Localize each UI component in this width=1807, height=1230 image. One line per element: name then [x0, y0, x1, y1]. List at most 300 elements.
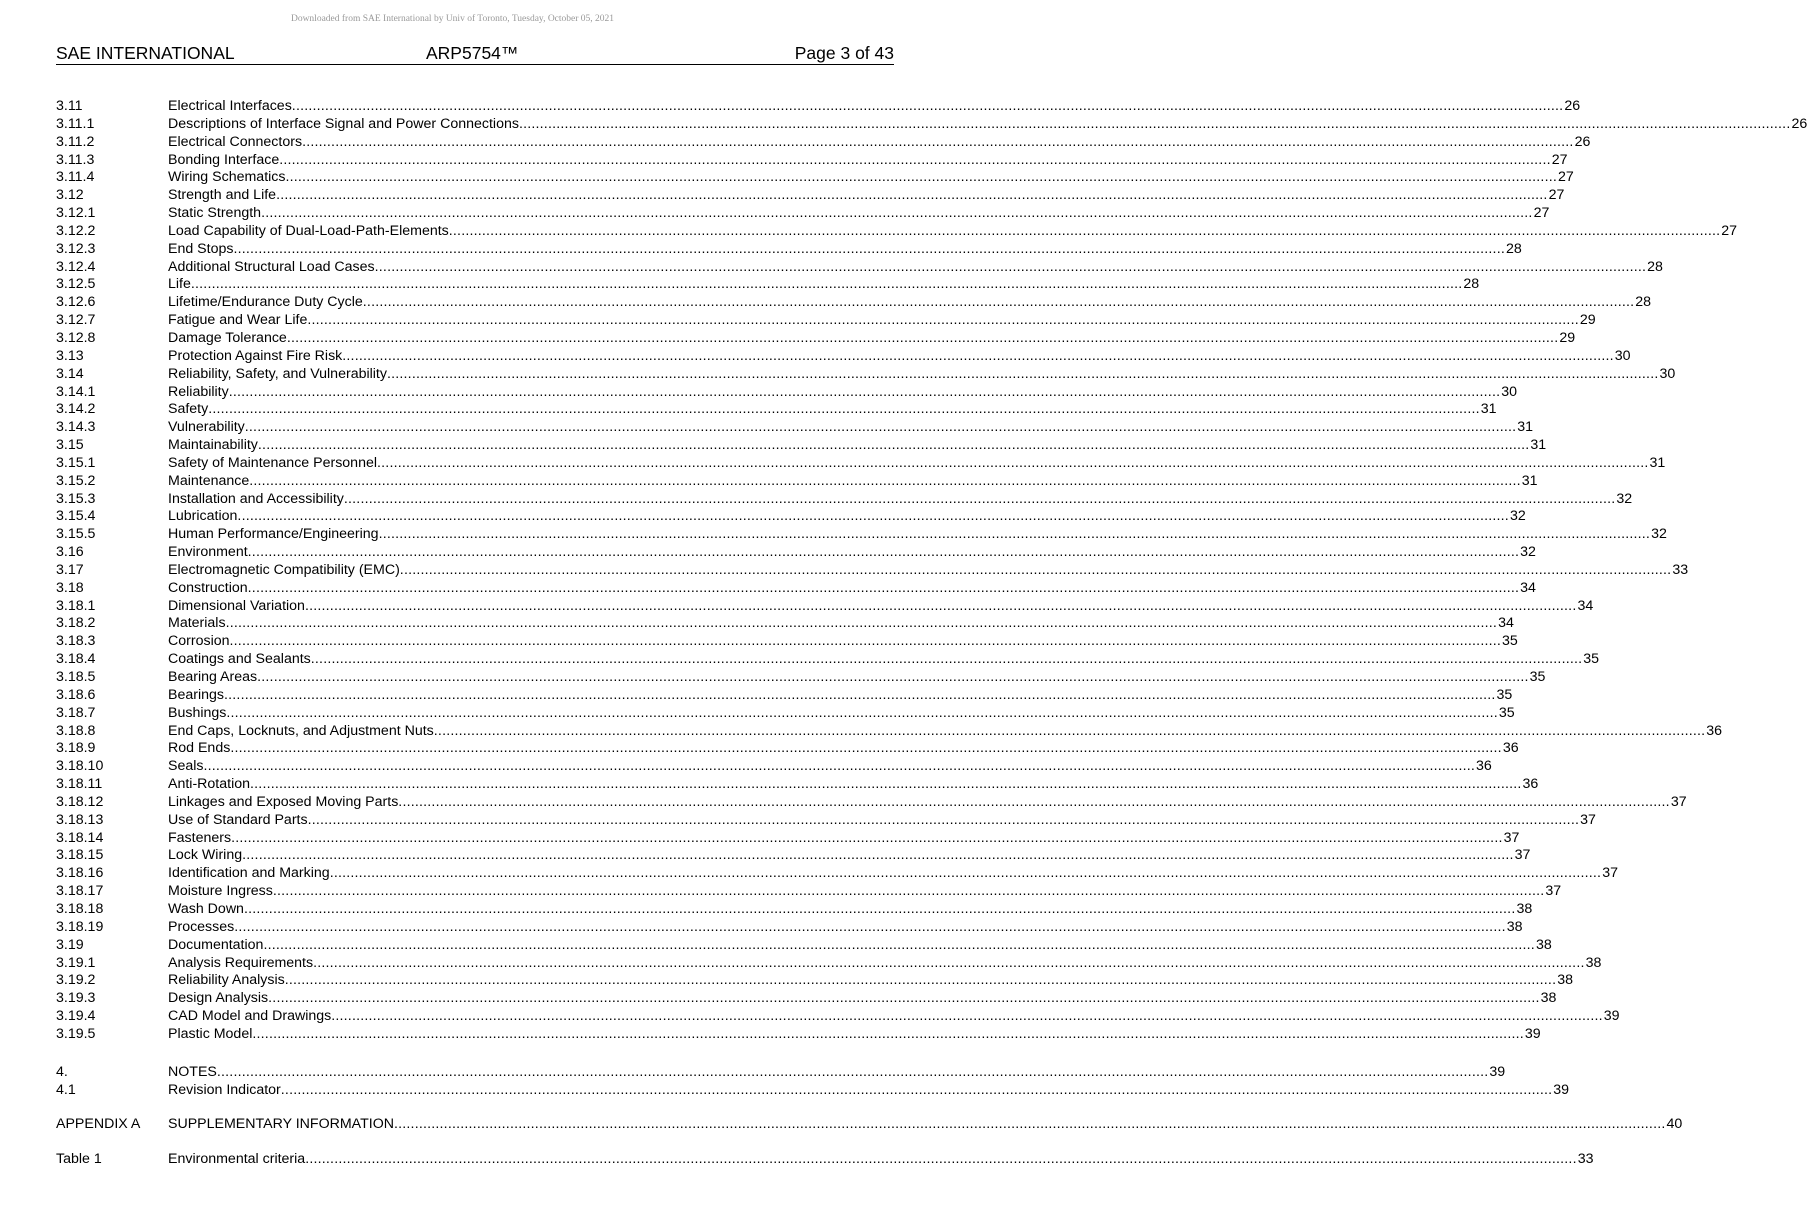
toc-section-number: 3.18.9	[56, 740, 96, 757]
toc-entry[interactable]	[56, 312, 1596, 330]
toc-entry-line	[168, 1063, 1506, 1082]
toc-entry[interactable]	[56, 222, 1738, 241]
toc-leader-dots: ...................................................................................................................................................................................................................................................................................................................	[377, 454, 1649, 471]
toc-entry[interactable]	[56, 98, 1581, 116]
toc-section-number: 3.12.2	[56, 222, 96, 239]
toc-entry-line	[168, 740, 1519, 758]
toc-section-title[interactable]: Maintenance	[168, 472, 250, 489]
toc-leader-dots: ...................................................................................................................................................................................................................................................................................................................	[225, 615, 1498, 632]
toc-entry[interactable]	[56, 561, 1689, 580]
toc-entry-line	[168, 758, 1492, 776]
toc-section-title[interactable]: Damage Tolerance	[168, 329, 287, 346]
toc-leader-dots: ...................................................................................................................................................................................................................................................................................................................	[268, 990, 1540, 1007]
toc-leader-dots: ...................................................................................................................................................................................................................................................................................................................	[230, 740, 1502, 757]
toc-entry[interactable]	[56, 669, 1546, 687]
toc-page-number: 31	[1521, 472, 1538, 489]
toc-section-number: 3.14	[56, 365, 84, 382]
toc-leader-dots: ...................................................................................................................................................................................................................................................................................................................	[231, 829, 1503, 846]
toc-section-title[interactable]: Reliability Analysis	[168, 972, 285, 989]
toc-section-title[interactable]: Bearings	[168, 686, 224, 703]
toc-entry-line	[168, 169, 1574, 187]
toc-leader-dots: ...................................................................................................................................................................................................................................................................................................................	[399, 561, 1672, 578]
toc-entry[interactable]	[56, 365, 1676, 384]
toc-section-title[interactable]: Seals	[168, 758, 204, 775]
toc-section-title[interactable]: Moisture Ingress	[168, 883, 273, 900]
toc-section-number: 3.15.1	[56, 454, 96, 471]
toc-entry-line	[168, 98, 1581, 116]
toc-leader-dots: ...................................................................................................................................................................................................................................................................................................................	[393, 1116, 1666, 1133]
toc-section-number: 3.15.5	[56, 526, 96, 543]
toc-section-title[interactable]: Installation and Accessibility	[168, 490, 344, 507]
toc-entry[interactable]	[56, 329, 1576, 348]
toc-section-number: 3.18	[56, 579, 84, 596]
toc-page-number: 35	[1498, 704, 1515, 721]
toc-leader-dots: ...................................................................................................................................................................................................................................................................................................................	[257, 437, 1530, 454]
toc-entry-line	[168, 811, 1596, 830]
toc-section-number: 3.13	[56, 347, 84, 364]
toc-leader-dots: ...................................................................................................................................................................................................................................................................................................................	[374, 258, 1647, 275]
toc-leader-dots: ...................................................................................................................................................................................................................................................................................................................	[263, 936, 1535, 953]
toc-entry[interactable]	[56, 240, 1522, 259]
toc-section-title[interactable]: Wiring Schematics	[168, 169, 286, 186]
toc-leader-dots: ...................................................................................................................................................................................................................................................................................................................	[237, 508, 1509, 525]
toc-entry[interactable]	[56, 704, 1515, 723]
toc-entry[interactable]	[56, 526, 1667, 544]
toc-entry[interactable]	[56, 1063, 1506, 1082]
toc-entry[interactable]	[56, 686, 1513, 705]
toc-entry[interactable]	[56, 990, 1557, 1008]
toc-entry[interactable]	[56, 544, 1536, 562]
toc-page-number: 36	[1502, 740, 1519, 757]
toc-entry-line	[168, 1025, 1541, 1044]
toc-section-number: 3.18.6	[56, 686, 96, 703]
toc-page-number: 30	[1501, 383, 1518, 400]
toc-page-number: 26	[1791, 115, 1807, 132]
toc-section-title[interactable]: Rod Ends	[168, 740, 231, 757]
toc-section-number: 3.18.10	[56, 758, 104, 775]
toc-section-number: APPENDIX A	[56, 1116, 141, 1133]
toc-section-title[interactable]: Vulnerability	[168, 419, 245, 436]
toc-page-number: 39	[1603, 1008, 1620, 1025]
toc-entry-line	[168, 508, 1526, 526]
toc-section-title[interactable]: NOTES	[168, 1063, 217, 1080]
toc-page-number: 33	[1672, 561, 1689, 578]
toc-leader-dots: ...................................................................................................................................................................................................................................................................................................................	[261, 205, 1533, 222]
toc-leader-dots: ...................................................................................................................................................................................................................................................................................................................	[247, 544, 1520, 561]
toc-entry-line	[168, 222, 1738, 241]
toc-section-number: 3.15.3	[56, 490, 96, 507]
toc-entry[interactable]	[56, 276, 1480, 294]
toc-entry-line	[168, 294, 1652, 312]
toc-entry-line	[168, 258, 1663, 277]
toc-entry-line	[168, 347, 1631, 366]
toc-section-title[interactable]: Maintainability	[168, 437, 258, 454]
toc-entry-line	[168, 651, 1600, 669]
toc-section-title[interactable]: Revision Indicator	[168, 1081, 281, 1098]
toc-entry[interactable]	[56, 722, 1723, 741]
toc-section-title[interactable]: Protection Against Fire Risk	[168, 347, 343, 364]
toc-entry-line	[168, 205, 1550, 223]
toc-entry[interactable]	[56, 597, 1594, 616]
toc-entry[interactable]	[56, 776, 1539, 794]
toc-entry[interactable]	[56, 151, 1568, 170]
toc-section-number: 3.11.1	[56, 115, 95, 132]
toc-section-title[interactable]: Descriptions of Interface Signal and Power Connections	[168, 115, 519, 132]
toc-leader-dots: ...................................................................................................................................................................................................................................................................................................................	[313, 954, 1585, 971]
toc-entry[interactable]	[56, 419, 1534, 437]
toc-leader-dots: ...................................................................................................................................................................................................................................................................................................................	[226, 704, 1498, 721]
toc-entry-line	[168, 829, 1520, 848]
toc-leader-dots: ...................................................................................................................................................................................................................................................................................................................	[307, 811, 1580, 828]
toc-entry[interactable]	[56, 472, 1538, 491]
toc-section-number: 3.17	[56, 561, 84, 578]
toc-entry[interactable]	[56, 651, 1600, 669]
toc-entry[interactable]	[56, 883, 1562, 901]
toc-section-number: 3.18.11	[56, 776, 103, 793]
toc-section-title[interactable]: Electrical Connectors	[168, 133, 303, 150]
toc-entry-line	[168, 419, 1534, 437]
toc-section-title[interactable]: Lifetime/Endurance Duty Cycle	[168, 294, 363, 311]
toc-entry-line	[168, 276, 1480, 294]
toc-entry-line	[168, 329, 1576, 348]
toc-section-number: 3.12.7	[56, 312, 96, 329]
toc-leader-dots: ...................................................................................................................................................................................................................................................................................................................	[284, 972, 1557, 989]
toc-leader-dots: ...................................................................................................................................................................................................................................................................................................................	[249, 472, 1521, 489]
toc-section-title[interactable]: Wash Down	[168, 900, 244, 917]
toc-section-number: 3.18.19	[56, 918, 104, 935]
toc-section-number: 3.19.5	[56, 1025, 96, 1042]
toc-section-title[interactable]: Fatigue and Wear Life	[168, 312, 308, 329]
toc-entry[interactable]	[56, 508, 1526, 526]
toc-entry[interactable]	[56, 401, 1497, 419]
toc-entry[interactable]	[56, 829, 1520, 848]
toc-section-title[interactable]: Documentation	[168, 936, 264, 953]
toc-page-number: 33	[1577, 1151, 1594, 1168]
toc-leader-dots: ...................................................................................................................................................................................................................................................................................................................	[276, 187, 1548, 204]
document-id: ARP5754™	[426, 43, 519, 63]
toc-leader-dots: ...................................................................................................................................................................................................................................................................................................................	[242, 847, 1514, 864]
toc-entry[interactable]	[56, 1116, 1683, 1134]
toc-page-number: 29	[1559, 329, 1576, 346]
toc-section-title[interactable]: Construction	[168, 579, 248, 596]
toc-section-title[interactable]: Reliability, Safety, and Vulnerability	[168, 365, 387, 382]
toc-section-title[interactable]: Use of Standard Parts	[168, 811, 308, 828]
toc-leader-dots: ...................................................................................................................................................................................................................................................................................................................	[343, 490, 1616, 507]
toc-section-title[interactable]: End Caps, Locknuts, and Adjustment Nuts	[168, 722, 434, 739]
toc-entry[interactable]	[56, 1025, 1541, 1044]
toc-section-title[interactable]: Human Performance/Engineering	[168, 526, 379, 543]
toc-leader-dots: ...................................................................................................................................................................................................................................................................................................................	[307, 312, 1579, 329]
toc-leader-dots: ...................................................................................................................................................................................................................................................................................................................	[398, 793, 1670, 810]
toc-page-number: 36	[1522, 776, 1539, 793]
toc-section-title[interactable]: Linkages and Exposed Moving Parts	[168, 793, 399, 810]
toc-entry-line	[168, 365, 1676, 384]
toc-leader-dots: ...................................................................................................................................................................................................................................................................................................................	[518, 115, 1791, 132]
toc-page-number: 30	[1659, 365, 1676, 382]
toc-section-title[interactable]: Safety	[168, 401, 209, 418]
toc-page-number: 28	[1505, 240, 1522, 257]
toc-page-number: 39	[1524, 1025, 1541, 1042]
organization-name: SAE INTERNATIONAL	[56, 43, 235, 63]
toc-entry[interactable]	[56, 169, 1574, 187]
toc-entry[interactable]	[56, 740, 1519, 758]
toc-entry[interactable]	[56, 793, 1687, 812]
toc-section-number: 3.19.2	[56, 972, 96, 989]
toc-entry-line	[168, 954, 1602, 973]
toc-leader-dots: ...................................................................................................................................................................................................................................................................................................................	[216, 1063, 1489, 1080]
toc-section-number: 3.18.15	[56, 847, 104, 864]
toc-page-number: 30	[1614, 347, 1631, 364]
toc-entry[interactable]	[56, 811, 1596, 830]
toc-page-number: 39	[1489, 1063, 1506, 1080]
toc-entry-line	[168, 722, 1723, 741]
toc-page-number: 35	[1529, 669, 1546, 685]
toc-entry[interactable]	[56, 615, 1514, 633]
toc-leader-dots: ...................................................................................................................................................................................................................................................................................................................	[280, 1081, 1553, 1098]
toc-entry[interactable]	[56, 972, 1573, 990]
toc-section-title[interactable]: Static Strength	[168, 205, 262, 222]
toc-entry[interactable]	[56, 865, 1618, 883]
toc-page-number: 27	[1548, 187, 1565, 204]
toc-entry-line	[168, 918, 1523, 937]
toc-page-number: 40	[1666, 1116, 1683, 1133]
toc-entry[interactable]	[56, 936, 1552, 955]
toc-page-number: 37	[1602, 865, 1618, 882]
toc-page-number: 34	[1577, 597, 1594, 614]
toc-leader-dots: ...................................................................................................................................................................................................................................................................................................................	[305, 1151, 1577, 1168]
toc-entry[interactable]	[56, 347, 1631, 366]
toc-entry-line	[168, 454, 1666, 473]
toc-entry-line	[168, 972, 1573, 990]
toc-entry-line	[168, 383, 1518, 402]
toc-section-number: 3.18.14	[56, 829, 104, 846]
toc-page-number: 28	[1463, 276, 1480, 293]
toc-page-number: 38	[1506, 918, 1523, 935]
toc-section-number: 3.19	[56, 936, 84, 953]
toc-page-number: 38	[1557, 972, 1573, 989]
toc-leader-dots: ...................................................................................................................................................................................................................................................................................................................	[302, 133, 1574, 150]
toc-entry[interactable]	[56, 954, 1602, 973]
toc-section-number: 3.12	[56, 187, 84, 204]
toc-page-number: 32	[1509, 508, 1526, 525]
toc-entry-line	[168, 633, 1518, 651]
toc-section-title[interactable]: Bearing Areas	[168, 669, 258, 685]
toc-entry-line	[168, 615, 1514, 633]
toc-section-number: 3.18.17	[56, 883, 104, 900]
toc-entry-line	[168, 240, 1522, 259]
toc-section-title[interactable]: Processes	[168, 918, 235, 935]
toc-section-number: 3.18.4	[56, 651, 96, 668]
toc-section-title[interactable]: Safety of Maintenance Personnel	[168, 454, 378, 471]
toc-leader-dots: ...................................................................................................................................................................................................................................................................................................................	[257, 669, 1529, 685]
toc-section-number: 3.18.8	[56, 722, 96, 739]
toc-page-number: 26	[1574, 133, 1591, 150]
toc-section-number: 3.15	[56, 437, 84, 454]
toc-page-number: 31	[1517, 419, 1534, 436]
toc-entry-line	[168, 1151, 1594, 1169]
toc-section-title[interactable]: Corrosion	[168, 633, 230, 650]
toc-leader-dots: ...................................................................................................................................................................................................................................................................................................................	[233, 240, 1505, 257]
toc-entry-line	[168, 490, 1633, 509]
toc-entry-line	[168, 597, 1594, 616]
toc-leader-dots: ...................................................................................................................................................................................................................................................................................................................	[378, 526, 1651, 543]
toc-entry-line	[168, 115, 1807, 134]
toc-entry[interactable]	[56, 579, 1536, 598]
toc-entry-line	[168, 847, 1531, 865]
toc-page-number: 29	[1579, 312, 1596, 329]
toc-section-title[interactable]: Electrical Interfaces	[168, 98, 292, 114]
toc-leader-dots: ...................................................................................................................................................................................................................................................................................................................	[310, 651, 1583, 668]
toc-section-number: 3.11.2	[56, 133, 95, 150]
toc-section-number: 3.12.4	[56, 258, 96, 275]
toc-section-title[interactable]: End Stops	[168, 240, 234, 257]
toc-entry[interactable]	[56, 187, 1565, 205]
toc-entry[interactable]	[56, 1151, 1594, 1169]
toc-section-title[interactable]: SUPPLEMENTARY INFORMATION	[168, 1116, 394, 1133]
toc-section-number: 3.18.16	[56, 865, 104, 882]
toc-section-title[interactable]: Design Analysis	[168, 990, 269, 1007]
toc-entry[interactable]	[56, 205, 1550, 223]
toc-entry-line	[168, 793, 1687, 812]
toc-section-number: 3.18.12	[56, 793, 104, 810]
toc-page-number: 32	[1651, 526, 1667, 543]
toc-entry-line	[168, 776, 1539, 794]
toc-entry-line	[168, 133, 1591, 152]
toc-entry-line	[168, 883, 1562, 901]
download-watermark: Downloaded from SAE International by Univ of Toronto, Tuesday, October 05, 2021	[290, 14, 615, 24]
toc-section-title[interactable]: Electromagnetic Compatibility (EMC)	[168, 561, 400, 578]
toc-entry[interactable]	[56, 633, 1518, 651]
toc-section-number: 3.14.3	[56, 419, 96, 436]
toc-section-number: 3.15.4	[56, 508, 96, 525]
toc-page-number: 32	[1520, 544, 1536, 561]
toc-entry[interactable]	[56, 437, 1547, 455]
toc-page-number: 38	[1585, 954, 1602, 971]
page-number: Page 3 of 43	[794, 43, 894, 63]
table-of-contents	[56, 98, 1807, 1169]
toc-page-number: 38	[1535, 936, 1552, 953]
toc-section-title[interactable]: CAD Model and Drawings	[168, 1008, 332, 1025]
toc-section-number: 3.14.1	[56, 383, 96, 400]
toc-entry-line	[168, 704, 1515, 723]
toc-section-title[interactable]: Fasteners	[168, 829, 232, 846]
toc-leader-dots: ...................................................................................................................................................................................................................................................................................................................	[208, 401, 1480, 418]
toc-section-title[interactable]: Dimensional Variation	[168, 597, 305, 614]
toc-page-number: 32	[1616, 490, 1633, 507]
toc-entry[interactable]	[56, 918, 1523, 937]
toc-entry-line	[168, 1081, 1570, 1100]
toc-page-number: 37	[1545, 883, 1562, 900]
toc-page-number: 28	[1635, 294, 1652, 311]
toc-section-title[interactable]: Plastic Model	[168, 1025, 253, 1042]
toc-page-number: 37	[1514, 847, 1531, 864]
toc-section-title[interactable]: Lock Wiring	[168, 847, 243, 864]
toc-section-number: 3.12.8	[56, 329, 96, 346]
toc-page-number: 38	[1516, 900, 1533, 917]
toc-entry[interactable]	[56, 115, 1807, 134]
toc-section-title[interactable]: Coatings and Sealants	[168, 651, 311, 668]
toc-leader-dots: ...................................................................................................................................................................................................................................................................................................................	[250, 776, 1522, 793]
toc-section-title[interactable]: Load Capability of Dual-Load-Path-Elements	[168, 222, 449, 239]
toc-entry[interactable]	[56, 133, 1591, 152]
toc-section-number: Table 1	[56, 1151, 102, 1168]
toc-entry[interactable]	[56, 294, 1652, 312]
toc-section-number: 3.18.13	[56, 811, 104, 828]
toc-section-number: 3.12.1	[56, 205, 96, 222]
toc-section-number: 3.12.5	[56, 276, 96, 293]
toc-section-title[interactable]: Bonding Interface	[168, 151, 280, 168]
toc-entry[interactable]	[56, 490, 1633, 509]
toc-section-title[interactable]: Identification and Marking	[168, 865, 330, 882]
toc-section-title[interactable]: Life	[168, 276, 191, 293]
toc-entry-line	[168, 312, 1596, 330]
toc-entry-line	[168, 187, 1565, 205]
toc-section-title[interactable]: Reliability	[168, 383, 229, 400]
toc-leader-dots: ...................................................................................................................................................................................................................................................................................................................	[448, 222, 1721, 239]
toc-section-title[interactable]: Analysis Requirements	[168, 954, 314, 971]
toc-section-number: 3.18.2	[56, 615, 96, 632]
toc-page-number: 27	[1551, 151, 1568, 168]
toc-entry[interactable]	[56, 1008, 1620, 1026]
page-header	[56, 43, 894, 65]
toc-entry[interactable]	[56, 847, 1531, 865]
toc-page-number: 27	[1721, 222, 1738, 239]
toc-entry[interactable]	[56, 900, 1533, 919]
toc-section-number: 3.12.3	[56, 240, 96, 257]
toc-leader-dots: ...................................................................................................................................................................................................................................................................................................................	[279, 151, 1551, 168]
toc-page-number: 39	[1553, 1081, 1570, 1098]
toc-section-title[interactable]: Materials	[168, 615, 226, 632]
toc-section-title[interactable]: Additional Structural Load Cases	[168, 258, 375, 275]
toc-leader-dots: ...................................................................................................................................................................................................................................................................................................................	[243, 900, 1516, 917]
toc-entry[interactable]	[56, 454, 1666, 473]
toc-section-number: 3.16	[56, 544, 84, 561]
toc-page-number: 36	[1476, 758, 1492, 775]
toc-page-number: 35	[1502, 633, 1518, 650]
toc-section-title[interactable]: Environmental criteria	[168, 1151, 306, 1168]
toc-leader-dots: ...................................................................................................................................................................................................................................................................................................................	[285, 169, 1557, 186]
toc-entry[interactable]	[56, 383, 1518, 402]
toc-page-number: 34	[1520, 579, 1536, 596]
toc-leader-dots: ...................................................................................................................................................................................................................................................................................................................	[329, 865, 1602, 882]
toc-entry-line	[168, 936, 1552, 955]
toc-section-title[interactable]: Bushings	[168, 704, 227, 721]
toc-section-number: 3.19.1	[56, 954, 96, 971]
toc-entry[interactable]	[56, 1081, 1570, 1100]
toc-section-title[interactable]: Lubrication	[168, 508, 238, 525]
toc-section-number: 3.18.7	[56, 704, 96, 721]
toc-entry-line	[168, 561, 1689, 580]
toc-section-title[interactable]: Environment	[168, 544, 248, 561]
toc-page-number: 27	[1558, 169, 1574, 186]
toc-leader-dots: ...................................................................................................................................................................................................................................................................................................................	[229, 633, 1502, 650]
toc-page-number: 28	[1647, 258, 1663, 275]
toc-entry-line	[168, 1008, 1620, 1026]
toc-page-number: 37	[1670, 793, 1687, 810]
toc-section-number: 3.19.3	[56, 990, 96, 1007]
toc-leader-dots: ...................................................................................................................................................................................................................................................................................................................	[362, 294, 1635, 311]
toc-leader-dots: ...................................................................................................................................................................................................................................................................................................................	[244, 419, 1517, 436]
toc-section-title[interactable]: Strength and Life	[168, 187, 277, 204]
toc-entry-line	[168, 526, 1667, 544]
toc-entry[interactable]	[56, 258, 1663, 277]
toc-entry[interactable]	[56, 758, 1492, 776]
toc-section-title[interactable]: Anti-Rotation	[168, 776, 251, 793]
toc-entry-line	[168, 151, 1568, 170]
toc-leader-dots: ...................................................................................................................................................................................................................................................................................................................	[234, 918, 1506, 935]
toc-section-number: 3.15.2	[56, 472, 96, 489]
toc-page-number: 34	[1498, 615, 1514, 632]
